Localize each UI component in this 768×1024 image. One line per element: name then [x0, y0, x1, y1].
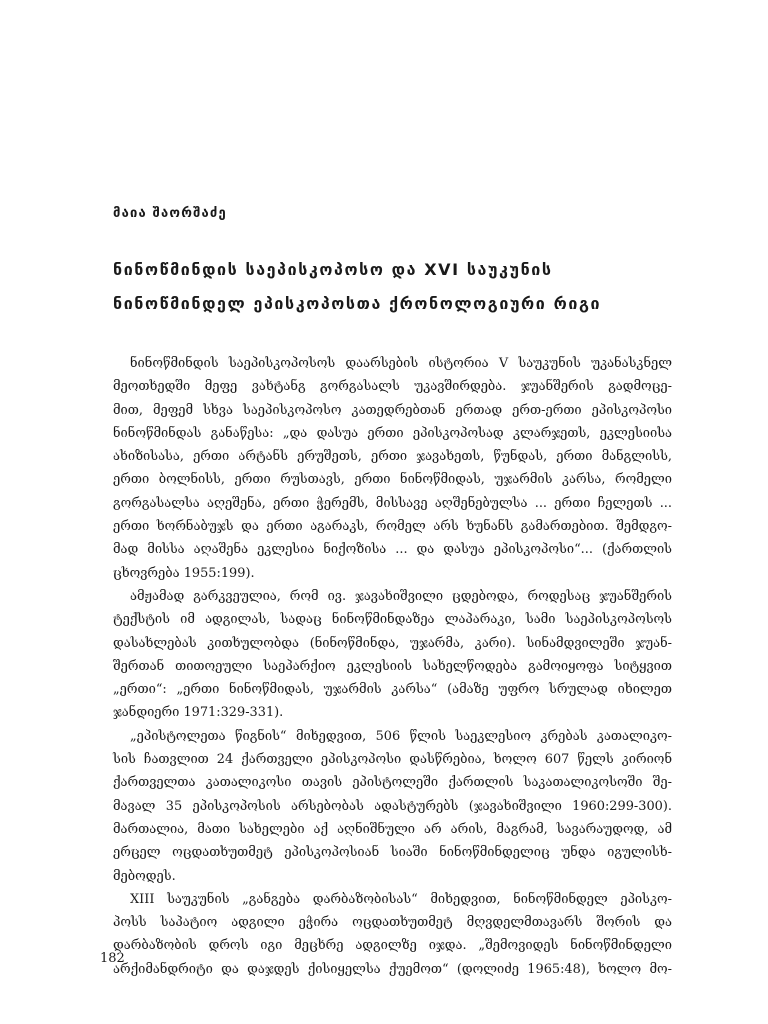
body-line: ჯანდიერი 1971:329-331). [113, 705, 284, 721]
title-line-2: ნინოწმინდელ ეპისკოპოსთა ქრონოლოგიური რიგი [113, 294, 602, 313]
article-body [113, 352, 672, 981]
page-number: 182 [100, 951, 125, 966]
body-line: მად მისსა აღაშენა ეკლესია ნიქოზისა ... და დასუა ეპისკოპოსი“... (ქართლის [113, 542, 672, 558]
body-line: მებოდეს. [113, 868, 176, 884]
body-line: მეოთხედში მეფე ვახტანგ გორგასალს უკავშირდება. ჯუანშერის გადმოცე- [113, 379, 672, 395]
body-line: გორგასალსა აღეშენა, ერთი ჭერემს, მისსავე აღშენებულსა ... ერთი ჩელეთს ... [113, 495, 672, 511]
body-line: ამჟამად გარკვეულია, რომ ივ. ჯავახიშვილი ცდებოდა, როდესაც ჯუანშერის [130, 588, 672, 604]
body-line: „ერთი“: „ერთი ნინოწმიდას, უჯარმის კარსა“ (ამაზე უფრო სრულად იხილეთ [113, 682, 672, 698]
body-line: სის ჩათვლით 24 ქართველი ეპისკოპოსი დასწრებია, ხოლო 607 წელს კირიონ [113, 752, 672, 768]
article-title [113, 253, 673, 321]
body-line: მით, მეფემ სხვა საეპისკოპოსო კათედრებთან ერთად ერთ-ერთი ეპისკოპოსი [113, 402, 672, 418]
body-line: მავალ 35 ეპისკოპოსის არსებობას ადასტურებს (ჯავახიშვილი 1960:299-300). [113, 798, 672, 814]
body-line: ნინოწმინდას განაწესა: „და დასუა ერთი ეპისკოპოსად კლარჯეთს, ეკლესიისა [113, 425, 672, 441]
body-line: დარბაზობის დროს იგი მეცხრე ადგილზე იჯდა. „შემოვიდეს ნინოწმინდელი [113, 938, 672, 954]
body-line: დასახლებას კითხულობდა (ნინოწმინდა, უჯარმა, კარი). სინამდვილეში ჯუან- [113, 635, 672, 651]
body-line: XIII საუკუნის „განგება დარბაზობისას“ მიხედვით, ნინოწმინდელ ეპისკო- [130, 891, 672, 907]
author-name: მაია შაორშაძე [113, 206, 227, 221]
body-line: ერცელ ოცდათხუთმეტ ეპისკოპოსიან სიაში ნინოწმინდელიც უნდა იგულისხ- [113, 845, 672, 861]
body-line: „ეპისტოლეთა წიგნის“ მიხედვით, 506 წლის საეკლესიო კრებას კათალიკო- [130, 728, 672, 744]
body-line: ახიზისასა, ერთი არტანს ერუშეთს, ერთი ჯავახეთს, წუნდას, ერთი მანგლისს, [113, 449, 672, 465]
title-line-1: ნინოწმინდის საეპისკოპოსო და XVI საუკუნის [113, 260, 553, 279]
body-line: ქართველთა კათალიკოსი თავის ეპისტოლეში ქართლის საკათალიკოსოში შე- [113, 775, 672, 791]
body-line: ტექსტის იმ ადგილას, სადაც ნინოწმინდაზეა ლაპარაკი, სამი საეპისკოპოსოს [113, 612, 672, 628]
body-line: პოსს საპატიო ადგილი ეჭირა ოცდათხუთმეტ მღვდელმთავარს შორის და [113, 915, 672, 931]
body-line: ერთი ხორნაბუჯს და ერთი აგარაკს, რომელ არს ხუნანს გამართებით. შემდგო- [113, 519, 672, 535]
body-line: მართალია, მათი სახელები აქ აღნიშნული არ არის, მაგრამ, სავარაუდოდ, ამ [113, 821, 672, 837]
body-line: არქიმანდრიტი და დაჯდეს ქისიყელსა ქუემოთ“ (დოლიძე 1965:48), ხოლო მო- [113, 961, 672, 977]
body-line: შერთან თითოეული საეპარქიო ეკლესიის სახელწოდება გამოიყოფა სიტყვით [113, 658, 672, 674]
body-line: ერთი ბოლნისს, ერთი რუსთავს, ერთი ნინოწმიდას, უჯარმის კარსა, რომელი [113, 472, 672, 488]
body-line: ნინოწმინდის საეპისკოპოსოს დაარსების ისტორია V საუკუნის უკანასკნელ [130, 356, 672, 371]
body-line: ცხოვრება 1955:199). [113, 565, 255, 581]
